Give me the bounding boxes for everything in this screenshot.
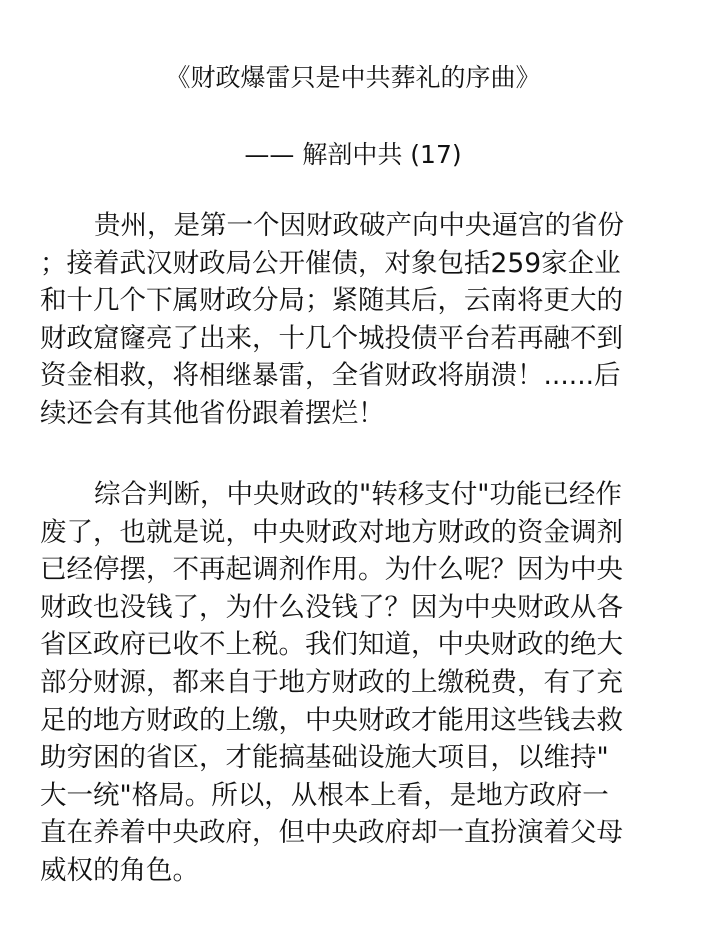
paragraph-line: 和十几个下属财政分局；紧随其后，云南将更大的 bbox=[40, 285, 623, 317]
paragraph-line: 直在养着中央政府，但中央政府却一直扮演着父母 bbox=[40, 817, 623, 849]
paragraph-line: 足的地方财政的上缴，中央财政才能用这些钱去救 bbox=[40, 704, 623, 736]
paragraph-line: 大一统"格局。所以，从根本上看，是地方政府一 bbox=[40, 779, 609, 811]
paragraph-line: 续还会有其他省份跟着摆烂！ bbox=[40, 397, 385, 429]
paragraph-line: 资金相救，将相继暴雷，全省财政将崩溃！......后 bbox=[40, 360, 621, 392]
paragraph-line: 废了，也就是说，中央财政对地方财政的资金调剂 bbox=[40, 516, 623, 548]
document-title: 《财政爆雷只是中共葬礼的序曲》 bbox=[165, 63, 541, 92]
paragraph-line: 综合判断，中央财政的"转移支付"功能已经作 bbox=[94, 479, 622, 510]
paragraph-line: ；接着武汉财政局公开催债，对象包括259家企业 bbox=[40, 247, 621, 279]
paragraph-1 bbox=[40, 207, 672, 433]
paragraph-line: 财政窟窿亮了出来，十几个城投债平台若再融不到 bbox=[40, 322, 623, 354]
paragraph-line: 已经停摆，不再起调剂作用。为什么呢？因为中央 bbox=[40, 554, 623, 586]
paragraph-line: 助穷困的省区，才能搞基础设施大项目，以维持" bbox=[40, 742, 609, 774]
paragraph-line: 省区政府已收不上税。我们知道，中央财政的绝大 bbox=[40, 629, 623, 661]
document-subtitle: —— 解剖中共 (17) bbox=[244, 140, 462, 169]
paragraph-line: 财政也没钱了，为什么没钱了？因为中央财政从各 bbox=[40, 591, 623, 623]
paragraph-line: 部分财源，都来自于地方财政的上缴税费，有了充 bbox=[40, 666, 623, 698]
paragraph-line: 威权的角色。 bbox=[40, 854, 199, 886]
paragraph-line: 贵州，是第一个因财政破产向中央逼宫的省份 bbox=[94, 210, 624, 241]
paragraph-2 bbox=[40, 476, 672, 890]
